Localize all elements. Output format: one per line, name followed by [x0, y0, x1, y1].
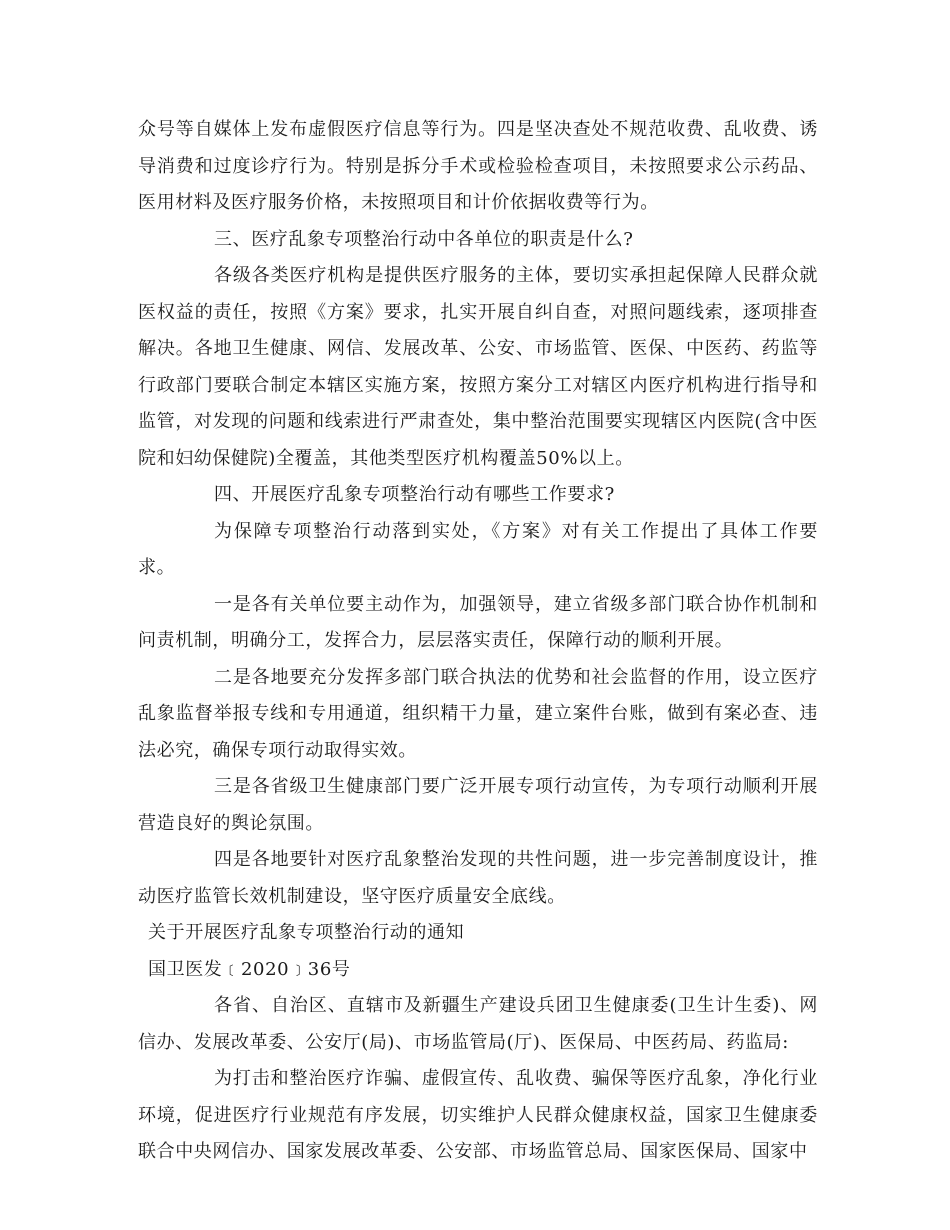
paragraph-requirement-4: 四是各地要针对医疗乱象整治发现的共性问题，进一步完善制度设计，推动医疗监管长效机制建设，坚守医疗质量安全底线。 [138, 849, 818, 907]
section-heading-4: 四、开展医疗乱象专项整治行动有哪些工作要求? [214, 484, 615, 505]
document-body [138, 112, 818, 1171]
notice-recipients: 各省、自治区、直辖市及新疆生产建设兵团卫生健康委(卫生计生委)、网信办、发展改革委、公安厅(局)、市场监管局(厅)、医保局、中医药局、药监局: [138, 995, 818, 1053]
paragraph-responsibilities: 各级各类医疗机构是提供医疗服务的主体，要切实承担起保障人民群众就医权益的责任，按照《方案》要求，扎实开展自纠自查，对照问题线索，逐项排查解决。各地卫生健康、网信、发展改革、公安、市场监管、医保、中医药、药监等行政部门要联合制定本辖区实施方案，按照方案分工对辖区内医疗机构进行指导和监管，对发现的问题和线索进行严肃查处，集中整治范围要实现辖区内医院(含中医院和妇幼保健院)全覆盖，其他类型医疗机构覆盖50%以上。 [138, 265, 818, 469]
paragraph-requirement-1: 一是各有关单位要主动作为，加强领导，建立省级多部门联合协作机制和问责机制，明确分工，发挥合力，层层落实责任，保障行动的顺利开展。 [138, 593, 818, 651]
section-heading-3: 三、医疗乱象专项整治行动中各单位的职责是什么? [214, 228, 634, 250]
paragraph-requirement-3: 三是各省级卫生健康部门要广泛开展专项行动宣传，为专项行动顺利开展营造良好的舆论氛围。 [138, 776, 818, 834]
paragraph-requirement-2: 二是各地要充分发挥多部门联合执法的优势和社会监督的作用，设立医疗乱象监督举报专线和专用通道，组织精干力量，建立案件台账，做到有案必查、违法必究，确保专项行动取得实效。 [138, 666, 818, 761]
paragraph-requirements-intro: 为保障专项整治行动落到实处，《方案》对有关工作提出了具体工作要求。 [138, 520, 818, 578]
paragraph-continuation: 众号等自媒体上发布虚假医疗信息等行为。四是坚决查处不规范收费、乱收费、诱导消费和过度诊疗行为。特别是拆分手术或检验检查项目，未按照要求公示药品、医用材料及医疗服务价格，未按照项目和计价依据收费等行为。 [138, 119, 818, 213]
notice-body: 为打击和整治医疗诈骗、虚假宣传、乱收费、骗保等医疗乱象，净化行业环境，促进医疗行业规范有序发展，切实维护人民群众健康权益，国家卫生健康委联合中央网信办、国家发展改革委、公安部、市场监管总局、国家医保局、国家中 [138, 1068, 818, 1162]
document-number: 国卫医发﹝2020﹞36号 [148, 958, 351, 980]
notice-title: 关于开展医疗乱象专项整治行动的通知 [148, 922, 465, 943]
